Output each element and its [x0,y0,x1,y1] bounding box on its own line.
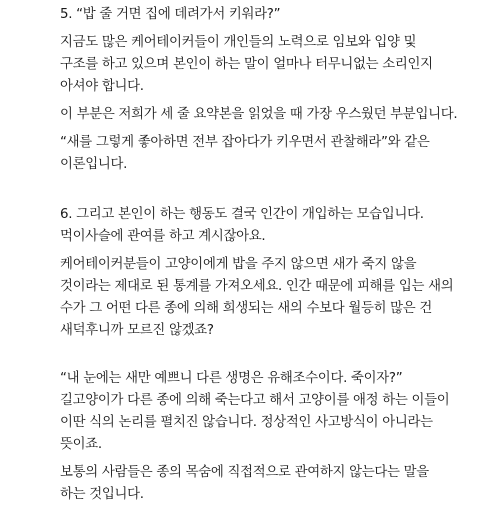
section-6 [60,204,458,342]
closing-paragraph: 보통의 사람들은 종의 목숨에 직접적으로 관여하지 않는다는 말을 하는 것입니다. [60,465,429,502]
quote-paragraph: “내 눈에는 새만 예쁘니 다른 생명은 유해조수이다. 죽이자?” 길고양이가 다른 종에 의해 죽는다고 해서 고양이를 애정 하는 이들이 이딴 식의 논리를 펼치진 않습니다. 정상적인 사고방식이 아니라는 뜻이죠. [60,371,450,452]
section-5 [60,0,458,176]
section-5-heading: 5. “밥 줄 거면 집에 데려가서 키워라?” [60,7,281,22]
section-6-paragraph-2: 케어테이커분들이 고양이에게 밥을 주지 않으면 새가 죽지 않을 것이라는 제대로 된 통계를 가져오세요. 인간 때문에 피해를 입는 새의 수가 그 어떤 다른 종에 의해 희생되는 새의 수보다 월등히 많은 건 새덕후니까 모르진 않겠죠? [60,257,454,338]
section-6-paragraph-1: 6. 그리고 본인이 하는 행동도 결국 인간이 개입하는 모습입니다. 먹이사슬에 관여를 하고 계시잖아요. [60,207,424,244]
section-quote [60,368,458,506]
section-5-paragraph-2: 이 부분은 저희가 세 줄 요약본을 읽었을 때 가장 우스웠던 부분입니다. [60,107,458,122]
section-5-paragraph-1: 지금도 많은 케어테이커들이 개인들의 노력으로 임보와 입양 및 구조를 하고 있으며 본인이 하는 말이 얼마나 터무니없는 소리인지 아셔야 합니다. [60,35,433,94]
section-5-paragraph-3: “새를 그렇게 좋아하면 전부 잡아다가 키우면서 관찰해라”와 같은 이론입니다. [60,135,430,172]
